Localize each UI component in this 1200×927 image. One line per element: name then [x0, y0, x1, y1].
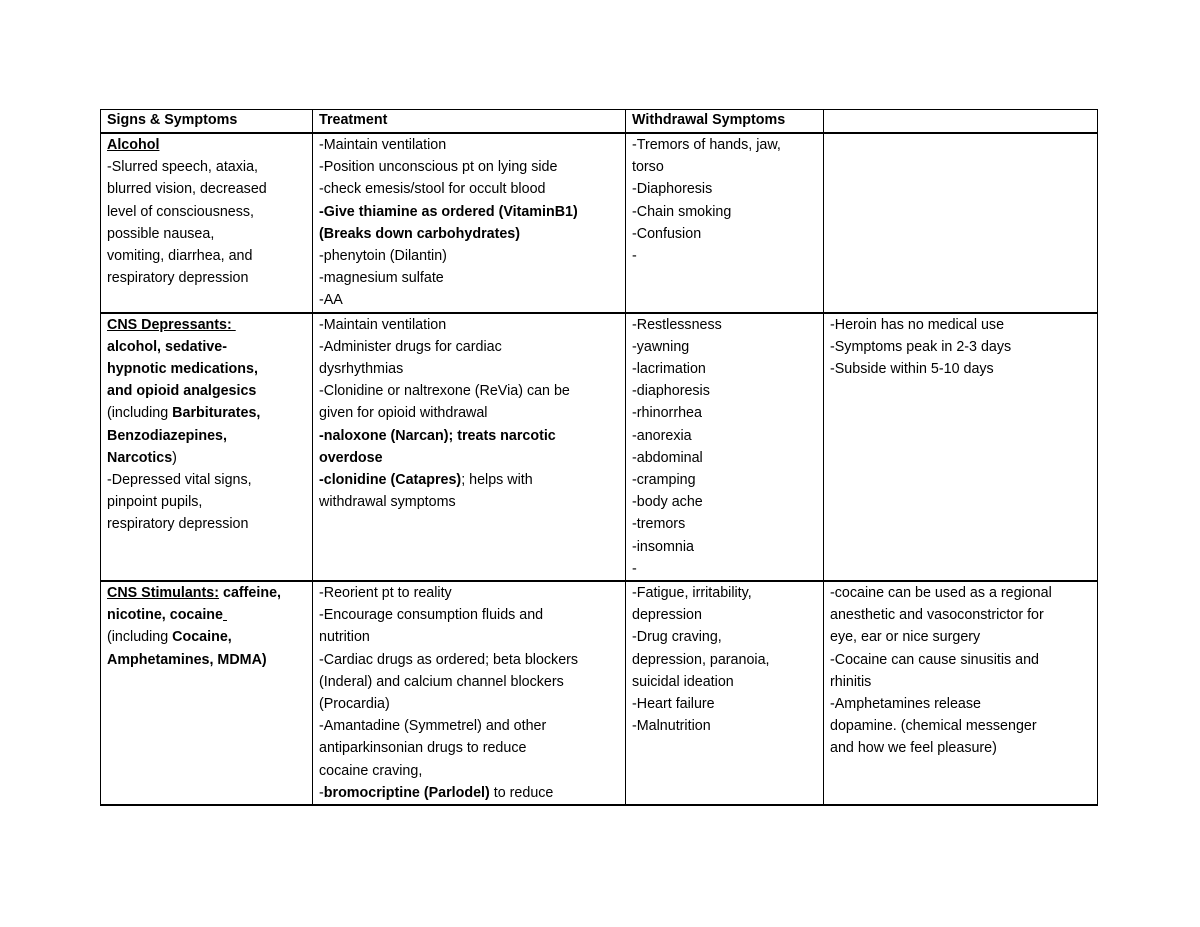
- cell-treatment: [313, 133, 626, 313]
- cell-line: [632, 178, 817, 200]
- text-run: withdrawal symptoms: [319, 494, 456, 511]
- text-run: ): [172, 449, 177, 466]
- cell-line: [107, 223, 306, 245]
- text-run: depression: [632, 607, 702, 624]
- text-run: -Reorient pt to reality: [319, 585, 452, 602]
- cell-line: [107, 491, 306, 513]
- cell-line: [319, 649, 619, 671]
- cell-line: [319, 134, 619, 156]
- text-run: -Diaphoresis: [632, 181, 713, 198]
- cell-line: [319, 201, 619, 223]
- cell-line: [107, 314, 306, 336]
- cell-notes: [824, 133, 1098, 313]
- cell-line: [319, 715, 619, 737]
- cell-treatment: [313, 313, 626, 581]
- cell-line: [107, 358, 306, 380]
- text-run: (including: [107, 405, 173, 422]
- cell-line: [632, 314, 817, 336]
- text-run: anesthetic and vasoconstrictor for: [830, 607, 1044, 624]
- cell-line: [830, 336, 1091, 358]
- text-run: -Maintain ventilation: [319, 316, 447, 333]
- text-run: antiparkinsonian drugs to reduce: [319, 740, 527, 757]
- text-run: -Subside within 5-10 days: [830, 361, 994, 378]
- cell-notes: [824, 313, 1098, 581]
- cell-treatment: [313, 581, 626, 805]
- cell-line: [107, 469, 306, 491]
- cell-notes: [824, 581, 1098, 805]
- cell-line: [632, 156, 817, 178]
- text-run: -abdominal: [632, 449, 703, 466]
- text-run: eye, ear or nice surgery: [830, 629, 981, 646]
- cell-line: [319, 491, 619, 513]
- text-run: -Amphetamines release: [830, 696, 981, 713]
- text-run: -Fatigue, irritability,: [632, 585, 752, 602]
- text-run: -Heart failure: [632, 696, 715, 713]
- text-run: dysrhythmias: [319, 361, 404, 378]
- cell-line: [107, 582, 306, 604]
- cell-signs: [101, 313, 313, 581]
- cell-line: [319, 760, 619, 782]
- text-run: -Depressed vital signs,: [107, 472, 252, 489]
- cell-line: [632, 425, 817, 447]
- cell-line: [632, 201, 817, 223]
- text-run: cocaine craving,: [319, 762, 423, 779]
- cell-line: [107, 178, 306, 200]
- text-run: -diaphoresis: [632, 383, 710, 400]
- cell-line: [319, 693, 619, 715]
- text-run: -clonidine (Catapres): [319, 472, 462, 489]
- cell-withdrawal: [626, 581, 824, 805]
- text-run: -Restlessness: [632, 316, 722, 333]
- text-run: pinpoint pupils,: [107, 494, 203, 511]
- text-run: respiratory depression: [107, 270, 249, 287]
- cell-line: [319, 469, 619, 491]
- cell-signs: [101, 581, 313, 805]
- cell-line: [632, 469, 817, 491]
- text-run: -Slurred speech, ataxia,: [107, 159, 258, 176]
- text-run: -Give thiamine as ordered (VitaminB1): [319, 203, 578, 220]
- text-run: Narcotics: [107, 449, 173, 466]
- text-run: suicidal ideation: [632, 673, 734, 690]
- cell-line: [319, 314, 619, 336]
- cell-line: [107, 267, 306, 289]
- cell-line: [319, 626, 619, 648]
- text-run: -Symptoms peak in 2-3 days: [830, 338, 1012, 355]
- cell-line: [632, 491, 817, 513]
- text-run: -rhinorrhea: [632, 405, 702, 422]
- cell-line: [107, 245, 306, 267]
- text-run: and opioid analgesics: [107, 383, 257, 400]
- cell-line: [107, 156, 306, 178]
- cell-line: [830, 649, 1091, 671]
- text-run: torso: [632, 159, 664, 176]
- text-run: -check emesis/stool for occult blood: [319, 181, 546, 198]
- text-run: overdose: [319, 449, 383, 466]
- cell-line: [319, 737, 619, 759]
- cell-line: [319, 402, 619, 424]
- cell-line: [632, 358, 817, 380]
- cell-line: [107, 134, 306, 156]
- text-run: ; helps with: [461, 472, 533, 489]
- text-run: (Procardia): [319, 696, 390, 713]
- text-run: -Cocaine can cause sinusitis and: [830, 651, 1040, 668]
- cell-withdrawal: [626, 313, 824, 581]
- cell-line: [319, 289, 619, 311]
- cell-line: [107, 402, 306, 424]
- text-run: Benzodiazepines,: [107, 427, 227, 444]
- cell-line: [319, 425, 619, 447]
- header-signs-symptoms: Signs & Symptoms: [101, 110, 313, 134]
- text-run: Barbiturates,: [172, 405, 261, 422]
- text-run: alcohol, sedative-: [107, 338, 227, 355]
- cell-line: [107, 626, 306, 648]
- cell-line: [632, 513, 817, 535]
- cell-line: [107, 513, 306, 535]
- cell-line: [319, 245, 619, 267]
- cell-line: [830, 358, 1091, 380]
- text-run: given for opioid withdrawal: [319, 405, 488, 422]
- cell-line: [319, 380, 619, 402]
- header-row: [101, 110, 1098, 134]
- cell-line: [632, 671, 817, 693]
- cell-line: [319, 336, 619, 358]
- cell-line: [632, 336, 817, 358]
- cell-line: [319, 447, 619, 469]
- cell-line: [632, 134, 817, 156]
- text-run: -naloxone (Narcan); treats narcotic: [319, 427, 556, 444]
- text-run: and how we feel pleasure): [830, 740, 997, 757]
- cell-line: [632, 649, 817, 671]
- cell-line: [319, 604, 619, 626]
- header-withdrawal-symptoms: Withdrawal Symptoms: [626, 110, 824, 134]
- text-run: -cramping: [632, 472, 696, 489]
- cell-line: [319, 178, 619, 200]
- cell-line: [632, 626, 817, 648]
- cell-line: [632, 536, 817, 558]
- text-run: vomiting, diarrhea, and: [107, 248, 253, 265]
- cell-line: [632, 582, 817, 604]
- text-run: -Heroin has no medical use: [830, 316, 1005, 333]
- text-run: -Confusion: [632, 225, 702, 242]
- cell-line: [107, 425, 306, 447]
- text-run: -cocaine can be used as a regional: [830, 585, 1052, 602]
- text-run: -Clonidine or naltrexone (ReVia) can be: [319, 383, 570, 400]
- text-run: caffeine,: [219, 585, 281, 602]
- text-run: depression, paranoia,: [632, 651, 770, 668]
- text-run: bromocriptine (Parlodel): [323, 784, 490, 801]
- table-row-cns-stimulants: [101, 581, 1098, 805]
- drug-effects-table: [100, 109, 1098, 806]
- cell-signs: [101, 133, 313, 313]
- text-run: [223, 607, 227, 623]
- text-run: -insomnia: [632, 538, 694, 555]
- header-notes: [824, 110, 1098, 134]
- text-run: -Administer drugs for cardiac: [319, 338, 502, 355]
- text-run: -Drug craving,: [632, 629, 722, 646]
- cell-line: [830, 582, 1091, 604]
- text-run: rhinitis: [830, 673, 872, 690]
- cell-line: [107, 649, 306, 671]
- text-run: (Breaks down carbohydrates): [319, 225, 521, 242]
- text-run: possible nausea,: [107, 225, 215, 242]
- text-run: Amphetamines, MDMA): [107, 651, 267, 668]
- text-run: -yawning: [632, 338, 690, 355]
- cell-line: [632, 245, 817, 267]
- cell-line: [319, 223, 619, 245]
- cell-line: [319, 782, 619, 804]
- cell-line: [107, 604, 306, 626]
- text-run: hypnotic medications,: [107, 361, 258, 378]
- text-run: -: [632, 560, 637, 577]
- cell-line: [632, 447, 817, 469]
- cell-line: [107, 336, 306, 358]
- cell-line: [319, 358, 619, 380]
- cell-line: [319, 267, 619, 289]
- cell-line: [632, 715, 817, 737]
- text-run: -Cardiac drugs as ordered; beta blockers: [319, 651, 579, 668]
- text-run: -Position unconscious pt on lying side: [319, 159, 558, 176]
- cell-line: [830, 737, 1091, 759]
- cell-line: [107, 447, 306, 469]
- header-treatment: Treatment: [313, 110, 626, 134]
- table-row-alcohol: [101, 133, 1098, 313]
- cell-line: [319, 671, 619, 693]
- text-run: -Amantadine (Symmetrel) and other: [319, 718, 547, 735]
- cell-line: [830, 693, 1091, 715]
- text-run: CNS Depressants:: [107, 316, 236, 333]
- text-run: -anorexia: [632, 427, 692, 444]
- cell-line: [830, 715, 1091, 737]
- cell-line: [830, 604, 1091, 626]
- cell-line: [830, 671, 1091, 693]
- text-run: dopamine. (chemical messenger: [830, 718, 1037, 735]
- cell-line: [319, 582, 619, 604]
- cell-line: [830, 314, 1091, 336]
- cell-line: [632, 604, 817, 626]
- cell-line: [632, 223, 817, 245]
- text-run: Cocaine,: [172, 629, 232, 646]
- text-run: Alcohol: [107, 137, 160, 153]
- text-run: -Maintain ventilation: [319, 137, 447, 153]
- text-run: -magnesium sulfate: [319, 270, 444, 287]
- text-run: CNS Stimulants:: [107, 585, 220, 602]
- text-run: -phenytoin (Dilantin): [319, 248, 447, 265]
- text-run: (including: [107, 629, 173, 646]
- text-run: -tremors: [632, 516, 686, 533]
- cell-line: [632, 380, 817, 402]
- text-run: respiratory depression: [107, 516, 249, 533]
- text-run: -Encourage consumption fluids and: [319, 607, 544, 624]
- text-run: -: [632, 248, 637, 265]
- text-run: blurred vision, decreased: [107, 181, 267, 198]
- text-run: (Inderal) and calcium channel blockers: [319, 673, 564, 690]
- text-run: nicotine, cocaine: [107, 607, 223, 624]
- cell-line: [107, 380, 306, 402]
- cell-line: [632, 402, 817, 424]
- text-run: -body ache: [632, 494, 703, 511]
- cell-line: [632, 558, 817, 580]
- text-run: -Tremors of hands, jaw,: [632, 137, 781, 153]
- text-run: to reduce: [489, 784, 554, 801]
- cell-line: [107, 201, 306, 223]
- text-run: level of consciousness,: [107, 203, 255, 220]
- text-run: -lacrimation: [632, 361, 706, 378]
- text-run: -: [319, 784, 324, 801]
- text-run: nutrition: [319, 629, 370, 646]
- table-row-cns-depressants: [101, 313, 1098, 581]
- cell-line: [632, 693, 817, 715]
- text-run: -AA: [319, 292, 343, 309]
- cell-line: [830, 626, 1091, 648]
- cell-withdrawal: [626, 133, 824, 313]
- text-run: -Malnutrition: [632, 718, 711, 735]
- text-run: -Chain smoking: [632, 203, 732, 220]
- cell-line: [319, 156, 619, 178]
